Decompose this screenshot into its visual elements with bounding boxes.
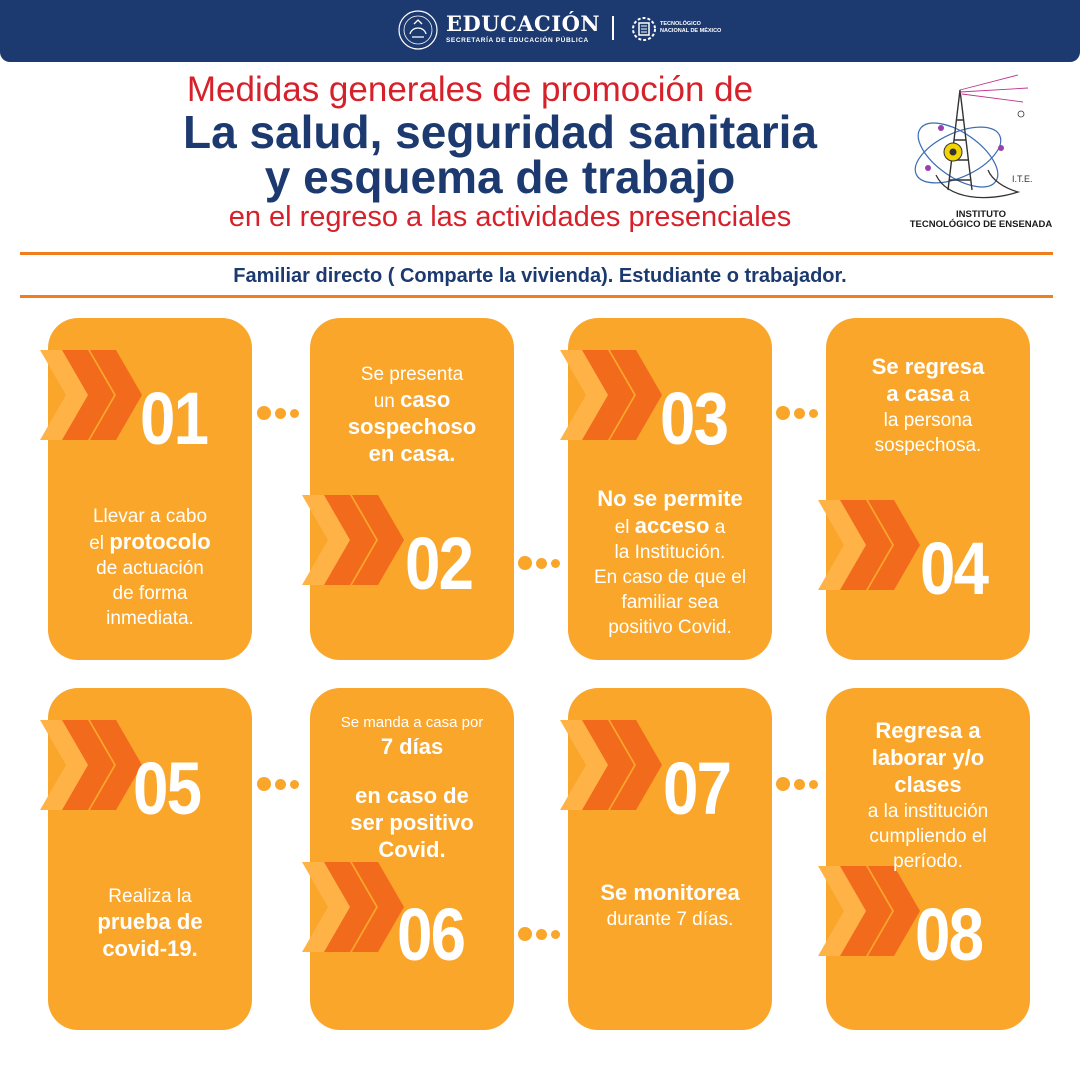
chevron-arrows-icon (560, 350, 664, 440)
tecnm-gear-icon (630, 12, 658, 46)
step-text-08: Regresa a laborar y/o clases a la institución cumpliendo el período. (867, 718, 989, 872)
step-number-01: 01 (140, 377, 208, 460)
chevron-arrows-icon (40, 720, 144, 810)
chevron-arrows-icon (40, 350, 144, 440)
step-text-01: Llevar a cabo el protocolo de actuación de forma inmediata. (89, 506, 211, 629)
header-bar (0, 0, 1080, 62)
connector-dots-icon (518, 927, 566, 941)
step-text-02: Se presenta un caso sospechoso en casa. (347, 364, 477, 466)
step-text-07: Se monitorea durante 7 días. (600, 880, 740, 930)
brand-title: EDUCACIÓN (446, 11, 601, 36)
step-number-03: 03 (660, 377, 728, 460)
step-number-08: 08 (915, 893, 983, 976)
audience-subtitle: Familiar directo ( Comparte la vivienda). Estudiante o trabajador. (233, 265, 847, 287)
step-number-04: 04 (920, 527, 988, 610)
connector-dots-icon (257, 777, 305, 791)
brand-subtitle: SECRETARÍA DE EDUCACIÓN PÚBLICA (446, 37, 589, 44)
bottom-rule (20, 295, 1053, 298)
connector-dots-icon (518, 556, 566, 570)
tecnm-name: TECNOLÓGICO NACIONAL DE MÉXICO (660, 21, 722, 34)
institute-name-line-2: TECNOLÓGICO DE ENSENADA (909, 219, 1053, 230)
title-line-2: La salud, seguridad sanitaria (183, 106, 817, 158)
step-text-05: Realiza la prueba de covid-19. (97, 886, 203, 961)
title-line-1: Medidas generales de promoción de (186, 70, 754, 109)
step-number-05: 05 (133, 747, 201, 830)
step-number-02: 02 (405, 522, 473, 605)
step-number-06: 06 (397, 893, 465, 976)
connector-dots-icon (776, 777, 824, 791)
step-number-07: 07 (663, 747, 731, 830)
ite-abbr: I.T.E. (1012, 174, 1033, 184)
header-divider (612, 16, 614, 40)
top-rule (20, 252, 1053, 255)
chevron-arrows-icon (560, 720, 664, 810)
institute-name-line-1: INSTITUTO (956, 209, 1006, 220)
title-line-4: en el regreso a las actividades presenciales (228, 201, 792, 233)
step-text-04: Se regresa a casa a la persona sospechosa. (871, 354, 985, 456)
education-brand (446, 12, 600, 45)
institute-name (908, 210, 1054, 230)
chevron-arrows-icon (818, 866, 922, 956)
connector-dots-icon (776, 406, 824, 420)
title-line-3: y esquema de trabajo (264, 151, 736, 203)
chevron-arrows-icon (818, 500, 922, 590)
chevron-arrows-icon (302, 495, 406, 585)
step-text-03: No se permite el acceso a la Institución. En caso de que el familiar sea positivo Covid. (593, 486, 747, 638)
chevron-arrows-icon (302, 862, 406, 952)
connector-dots-icon (257, 406, 305, 420)
step-text-06: Se manda a casa por 7 días en caso de ser positivo Covid. (340, 714, 484, 862)
mexico-seal-icon (398, 10, 438, 50)
